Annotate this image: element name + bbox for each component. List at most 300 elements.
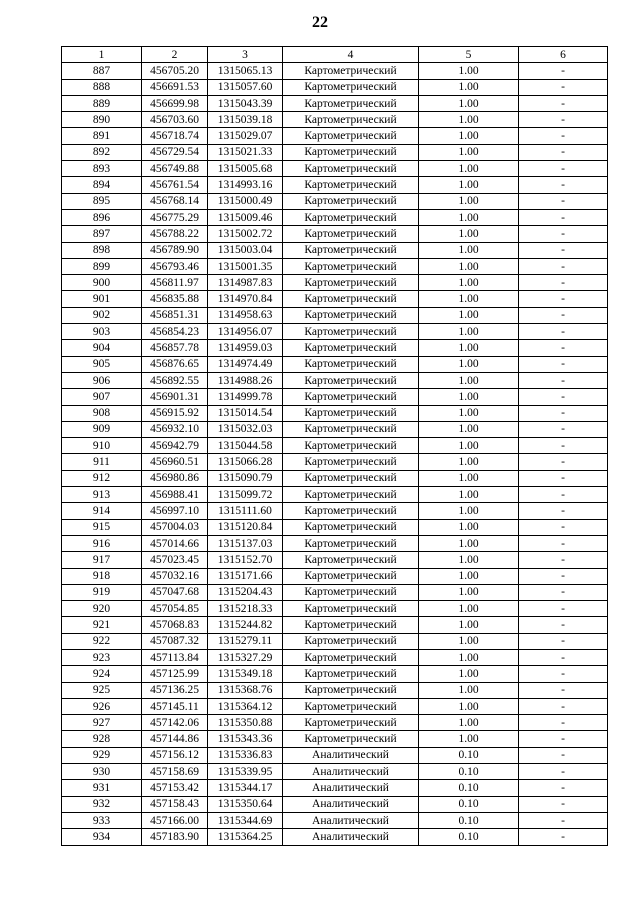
x-coordinate-cell: 457183.90 [142, 829, 208, 845]
method-cell: Картометрический [283, 291, 419, 307]
x-coordinate-cell: 456793.46 [142, 258, 208, 274]
y-coordinate-cell: 1315350.88 [208, 715, 283, 731]
y-coordinate-cell: 1315099.72 [208, 487, 283, 503]
description-cell: - [519, 812, 608, 828]
description-cell: - [519, 177, 608, 193]
point-number-cell: 903 [62, 324, 142, 340]
x-coordinate-cell: 456915.92 [142, 405, 208, 421]
y-coordinate-cell: 1315009.46 [208, 209, 283, 225]
y-coordinate-cell: 1315002.72 [208, 226, 283, 242]
y-coordinate-cell: 1315000.49 [208, 193, 283, 209]
accuracy-cell: 1.00 [419, 617, 519, 633]
table-row [62, 324, 608, 340]
table-row [62, 503, 608, 519]
method-cell: Картометрический [283, 503, 419, 519]
point-number-cell: 922 [62, 633, 142, 649]
point-number-cell: 904 [62, 340, 142, 356]
point-number-cell: 916 [62, 535, 142, 551]
table-row [62, 715, 608, 731]
description-cell: - [519, 389, 608, 405]
y-coordinate-cell: 1315350.64 [208, 796, 283, 812]
accuracy-cell: 0.10 [419, 796, 519, 812]
x-coordinate-cell: 456997.10 [142, 503, 208, 519]
description-cell: - [519, 601, 608, 617]
column-header-2: 2 [142, 47, 208, 63]
point-number-cell: 912 [62, 470, 142, 486]
y-coordinate-cell: 1314974.49 [208, 356, 283, 372]
accuracy-cell: 1.00 [419, 552, 519, 568]
y-coordinate-cell: 1314993.16 [208, 177, 283, 193]
point-number-cell: 893 [62, 161, 142, 177]
accuracy-cell: 1.00 [419, 291, 519, 307]
method-cell: Картометрический [283, 454, 419, 470]
accuracy-cell: 1.00 [419, 405, 519, 421]
y-coordinate-cell: 1314959.03 [208, 340, 283, 356]
table-row [62, 144, 608, 160]
method-cell: Картометрический [283, 519, 419, 535]
table-row [62, 291, 608, 307]
table-row [62, 698, 608, 714]
y-coordinate-cell: 1315003.04 [208, 242, 283, 258]
method-cell: Картометрический [283, 177, 419, 193]
method-cell: Картометрический [283, 128, 419, 144]
y-coordinate-cell: 1315344.17 [208, 780, 283, 796]
table-row [62, 177, 608, 193]
point-number-cell: 901 [62, 291, 142, 307]
x-coordinate-cell: 457004.03 [142, 519, 208, 535]
point-number-cell: 917 [62, 552, 142, 568]
point-number-cell: 887 [62, 63, 142, 79]
x-coordinate-cell: 456835.88 [142, 291, 208, 307]
point-number-cell: 889 [62, 95, 142, 111]
description-cell: - [519, 307, 608, 323]
method-cell: Картометрический [283, 307, 419, 323]
x-coordinate-cell: 456788.22 [142, 226, 208, 242]
y-coordinate-cell: 1314970.84 [208, 291, 283, 307]
method-cell: Картометрический [283, 649, 419, 665]
x-coordinate-cell: 456789.90 [142, 242, 208, 258]
accuracy-cell: 0.10 [419, 764, 519, 780]
method-cell: Картометрический [283, 226, 419, 242]
method-cell: Картометрический [283, 95, 419, 111]
accuracy-cell: 1.00 [419, 666, 519, 682]
y-coordinate-cell: 1315005.68 [208, 161, 283, 177]
method-cell: Картометрический [283, 209, 419, 225]
column-header-5: 5 [419, 47, 519, 63]
accuracy-cell: 1.00 [419, 601, 519, 617]
description-cell: - [519, 698, 608, 714]
method-cell: Картометрический [283, 715, 419, 731]
x-coordinate-cell: 457023.45 [142, 552, 208, 568]
method-cell: Картометрический [283, 535, 419, 551]
accuracy-cell: 1.00 [419, 356, 519, 372]
accuracy-cell: 1.00 [419, 470, 519, 486]
method-cell: Картометрический [283, 79, 419, 95]
x-coordinate-cell: 456729.54 [142, 144, 208, 160]
x-coordinate-cell: 456901.31 [142, 389, 208, 405]
column-header-1: 1 [62, 47, 142, 63]
table-row [62, 79, 608, 95]
column-header-6: 6 [519, 47, 608, 63]
y-coordinate-cell: 1315349.18 [208, 666, 283, 682]
method-cell: Картометрический [283, 487, 419, 503]
point-number-cell: 931 [62, 780, 142, 796]
accuracy-cell: 1.00 [419, 535, 519, 551]
table-row [62, 209, 608, 225]
description-cell: - [519, 356, 608, 372]
table-row [62, 128, 608, 144]
method-cell: Картометрический [283, 389, 419, 405]
coordinates-table [61, 46, 608, 846]
x-coordinate-cell: 456699.98 [142, 95, 208, 111]
table-row [62, 193, 608, 209]
x-coordinate-cell: 456942.79 [142, 438, 208, 454]
y-coordinate-cell: 1315066.28 [208, 454, 283, 470]
point-number-cell: 907 [62, 389, 142, 405]
x-coordinate-cell: 457158.69 [142, 764, 208, 780]
table-header-row [62, 47, 608, 63]
point-number-cell: 891 [62, 128, 142, 144]
description-cell: - [519, 584, 608, 600]
y-coordinate-cell: 1315336.83 [208, 747, 283, 763]
y-coordinate-cell: 1315339.95 [208, 764, 283, 780]
description-cell: - [519, 780, 608, 796]
method-cell: Картометрический [283, 258, 419, 274]
description-cell: - [519, 715, 608, 731]
column-header-3: 3 [208, 47, 283, 63]
description-cell: - [519, 829, 608, 845]
table-row [62, 780, 608, 796]
table-row [62, 95, 608, 111]
accuracy-cell: 1.00 [419, 226, 519, 242]
y-coordinate-cell: 1315152.70 [208, 552, 283, 568]
table-row [62, 552, 608, 568]
method-cell: Картометрический [283, 324, 419, 340]
table-row [62, 731, 608, 747]
point-number-cell: 908 [62, 405, 142, 421]
point-number-cell: 910 [62, 438, 142, 454]
accuracy-cell: 1.00 [419, 161, 519, 177]
table-row [62, 747, 608, 763]
x-coordinate-cell: 456854.23 [142, 324, 208, 340]
x-coordinate-cell: 456761.54 [142, 177, 208, 193]
x-coordinate-cell: 457166.00 [142, 812, 208, 828]
table-row [62, 454, 608, 470]
accuracy-cell: 1.00 [419, 63, 519, 79]
accuracy-cell: 1.00 [419, 372, 519, 388]
table-row [62, 601, 608, 617]
x-coordinate-cell: 456768.14 [142, 193, 208, 209]
point-number-cell: 934 [62, 829, 142, 845]
point-number-cell: 902 [62, 307, 142, 323]
accuracy-cell: 1.00 [419, 715, 519, 731]
method-cell: Аналитический [283, 812, 419, 828]
description-cell: - [519, 649, 608, 665]
accuracy-cell: 1.00 [419, 503, 519, 519]
point-number-cell: 915 [62, 519, 142, 535]
method-cell: Картометрический [283, 731, 419, 747]
accuracy-cell: 0.10 [419, 829, 519, 845]
table-row [62, 372, 608, 388]
point-number-cell: 925 [62, 682, 142, 698]
table-row [62, 242, 608, 258]
y-coordinate-cell: 1315044.58 [208, 438, 283, 454]
x-coordinate-cell: 456988.41 [142, 487, 208, 503]
description-cell: - [519, 535, 608, 551]
x-coordinate-cell: 456857.78 [142, 340, 208, 356]
y-coordinate-cell: 1315137.03 [208, 535, 283, 551]
point-number-cell: 924 [62, 666, 142, 682]
x-coordinate-cell: 456811.97 [142, 275, 208, 291]
description-cell: - [519, 796, 608, 812]
table-row [62, 617, 608, 633]
x-coordinate-cell: 457125.99 [142, 666, 208, 682]
method-cell: Аналитический [283, 796, 419, 812]
point-number-cell: 929 [62, 747, 142, 763]
description-cell: - [519, 258, 608, 274]
description-cell: - [519, 128, 608, 144]
method-cell: Картометрический [283, 144, 419, 160]
y-coordinate-cell: 1315111.60 [208, 503, 283, 519]
description-cell: - [519, 275, 608, 291]
method-cell: Картометрический [283, 617, 419, 633]
x-coordinate-cell: 456932.10 [142, 421, 208, 437]
method-cell: Картометрический [283, 682, 419, 698]
point-number-cell: 921 [62, 617, 142, 633]
x-coordinate-cell: 457144.86 [142, 731, 208, 747]
x-coordinate-cell: 457145.11 [142, 698, 208, 714]
point-number-cell: 927 [62, 715, 142, 731]
method-cell: Картометрический [283, 633, 419, 649]
table-row [62, 633, 608, 649]
table-row [62, 796, 608, 812]
accuracy-cell: 1.00 [419, 421, 519, 437]
x-coordinate-cell: 456703.60 [142, 112, 208, 128]
accuracy-cell: 0.10 [419, 812, 519, 828]
x-coordinate-cell: 456775.29 [142, 209, 208, 225]
point-number-cell: 911 [62, 454, 142, 470]
x-coordinate-cell: 456691.53 [142, 79, 208, 95]
accuracy-cell: 1.00 [419, 389, 519, 405]
point-number-cell: 892 [62, 144, 142, 160]
description-cell: - [519, 617, 608, 633]
y-coordinate-cell: 1314958.63 [208, 307, 283, 323]
y-coordinate-cell: 1315029.07 [208, 128, 283, 144]
accuracy-cell: 1.00 [419, 568, 519, 584]
description-cell: - [519, 682, 608, 698]
table-row [62, 307, 608, 323]
accuracy-cell: 1.00 [419, 519, 519, 535]
table-row [62, 568, 608, 584]
point-number-cell: 899 [62, 258, 142, 274]
method-cell: Картометрический [283, 552, 419, 568]
point-number-cell: 898 [62, 242, 142, 258]
x-coordinate-cell: 456980.86 [142, 470, 208, 486]
method-cell: Картометрический [283, 568, 419, 584]
table-row [62, 519, 608, 535]
x-coordinate-cell: 457087.32 [142, 633, 208, 649]
point-number-cell: 895 [62, 193, 142, 209]
table-row [62, 812, 608, 828]
table-row [62, 535, 608, 551]
description-cell: - [519, 340, 608, 356]
method-cell: Аналитический [283, 780, 419, 796]
x-coordinate-cell: 456749.88 [142, 161, 208, 177]
table-row [62, 682, 608, 698]
accuracy-cell: 1.00 [419, 177, 519, 193]
table-row [62, 764, 608, 780]
accuracy-cell: 1.00 [419, 438, 519, 454]
accuracy-cell: 1.00 [419, 633, 519, 649]
accuracy-cell: 1.00 [419, 698, 519, 714]
table-row [62, 421, 608, 437]
y-coordinate-cell: 1315368.76 [208, 682, 283, 698]
column-header-4: 4 [283, 47, 419, 63]
x-coordinate-cell: 456960.51 [142, 454, 208, 470]
description-cell: - [519, 95, 608, 111]
accuracy-cell: 1.00 [419, 193, 519, 209]
point-number-cell: 914 [62, 503, 142, 519]
accuracy-cell: 1.00 [419, 144, 519, 160]
x-coordinate-cell: 457136.25 [142, 682, 208, 698]
y-coordinate-cell: 1314956.07 [208, 324, 283, 340]
description-cell: - [519, 454, 608, 470]
accuracy-cell: 1.00 [419, 275, 519, 291]
description-cell: - [519, 63, 608, 79]
y-coordinate-cell: 1315364.12 [208, 698, 283, 714]
description-cell: - [519, 421, 608, 437]
description-cell: - [519, 487, 608, 503]
y-coordinate-cell: 1314999.78 [208, 389, 283, 405]
table-row [62, 340, 608, 356]
description-cell: - [519, 438, 608, 454]
method-cell: Аналитический [283, 829, 419, 845]
method-cell: Аналитический [283, 764, 419, 780]
y-coordinate-cell: 1315014.54 [208, 405, 283, 421]
method-cell: Картометрический [283, 372, 419, 388]
x-coordinate-cell: 457047.68 [142, 584, 208, 600]
method-cell: Картометрический [283, 698, 419, 714]
description-cell: - [519, 209, 608, 225]
page-number: 22 [312, 14, 328, 31]
y-coordinate-cell: 1315057.60 [208, 79, 283, 95]
description-cell: - [519, 193, 608, 209]
point-number-cell: 888 [62, 79, 142, 95]
method-cell: Картометрический [283, 356, 419, 372]
point-number-cell: 930 [62, 764, 142, 780]
table-row [62, 584, 608, 600]
x-coordinate-cell: 457054.85 [142, 601, 208, 617]
accuracy-cell: 1.00 [419, 242, 519, 258]
table-row [62, 356, 608, 372]
y-coordinate-cell: 1315279.11 [208, 633, 283, 649]
accuracy-cell: 1.00 [419, 340, 519, 356]
description-cell: - [519, 764, 608, 780]
table-row [62, 405, 608, 421]
method-cell: Аналитический [283, 747, 419, 763]
method-cell: Картометрический [283, 161, 419, 177]
y-coordinate-cell: 1315021.33 [208, 144, 283, 160]
y-coordinate-cell: 1315218.33 [208, 601, 283, 617]
description-cell: - [519, 161, 608, 177]
description-cell: - [519, 503, 608, 519]
description-cell: - [519, 291, 608, 307]
method-cell: Картометрический [283, 193, 419, 209]
accuracy-cell: 1.00 [419, 307, 519, 323]
x-coordinate-cell: 457158.43 [142, 796, 208, 812]
y-coordinate-cell: 1315090.79 [208, 470, 283, 486]
point-number-cell: 913 [62, 487, 142, 503]
description-cell: - [519, 79, 608, 95]
point-number-cell: 905 [62, 356, 142, 372]
description-cell: - [519, 144, 608, 160]
accuracy-cell: 1.00 [419, 584, 519, 600]
method-cell: Картометрический [283, 438, 419, 454]
y-coordinate-cell: 1315204.43 [208, 584, 283, 600]
y-coordinate-cell: 1315327.29 [208, 649, 283, 665]
x-coordinate-cell: 456876.65 [142, 356, 208, 372]
description-cell: - [519, 552, 608, 568]
method-cell: Картометрический [283, 421, 419, 437]
point-number-cell: 933 [62, 812, 142, 828]
description-cell: - [519, 633, 608, 649]
accuracy-cell: 1.00 [419, 649, 519, 665]
description-cell: - [519, 112, 608, 128]
table-row [62, 389, 608, 405]
description-cell: - [519, 747, 608, 763]
point-number-cell: 909 [62, 421, 142, 437]
description-cell: - [519, 568, 608, 584]
accuracy-cell: 1.00 [419, 454, 519, 470]
method-cell: Картометрический [283, 601, 419, 617]
point-number-cell: 920 [62, 601, 142, 617]
y-coordinate-cell: 1315032.03 [208, 421, 283, 437]
y-coordinate-cell: 1315364.25 [208, 829, 283, 845]
x-coordinate-cell: 456718.74 [142, 128, 208, 144]
table-row [62, 161, 608, 177]
point-number-cell: 919 [62, 584, 142, 600]
method-cell: Картометрический [283, 242, 419, 258]
description-cell: - [519, 519, 608, 535]
table-row [62, 275, 608, 291]
y-coordinate-cell: 1315343.36 [208, 731, 283, 747]
x-coordinate-cell: 457113.84 [142, 649, 208, 665]
description-cell: - [519, 372, 608, 388]
table-row [62, 112, 608, 128]
x-coordinate-cell: 456892.55 [142, 372, 208, 388]
point-number-cell: 894 [62, 177, 142, 193]
method-cell: Картометрический [283, 470, 419, 486]
method-cell: Картометрический [283, 405, 419, 421]
accuracy-cell: 1.00 [419, 209, 519, 225]
x-coordinate-cell: 457068.83 [142, 617, 208, 633]
x-coordinate-cell: 457014.66 [142, 535, 208, 551]
table-row [62, 649, 608, 665]
table-row [62, 63, 608, 79]
x-coordinate-cell: 456705.20 [142, 63, 208, 79]
point-number-cell: 923 [62, 649, 142, 665]
description-cell: - [519, 242, 608, 258]
point-number-cell: 896 [62, 209, 142, 225]
method-cell: Картометрический [283, 584, 419, 600]
description-cell: - [519, 731, 608, 747]
method-cell: Картометрический [283, 666, 419, 682]
accuracy-cell: 1.00 [419, 324, 519, 340]
method-cell: Картометрический [283, 340, 419, 356]
y-coordinate-cell: 1315039.18 [208, 112, 283, 128]
y-coordinate-cell: 1315065.13 [208, 63, 283, 79]
table-row [62, 829, 608, 845]
